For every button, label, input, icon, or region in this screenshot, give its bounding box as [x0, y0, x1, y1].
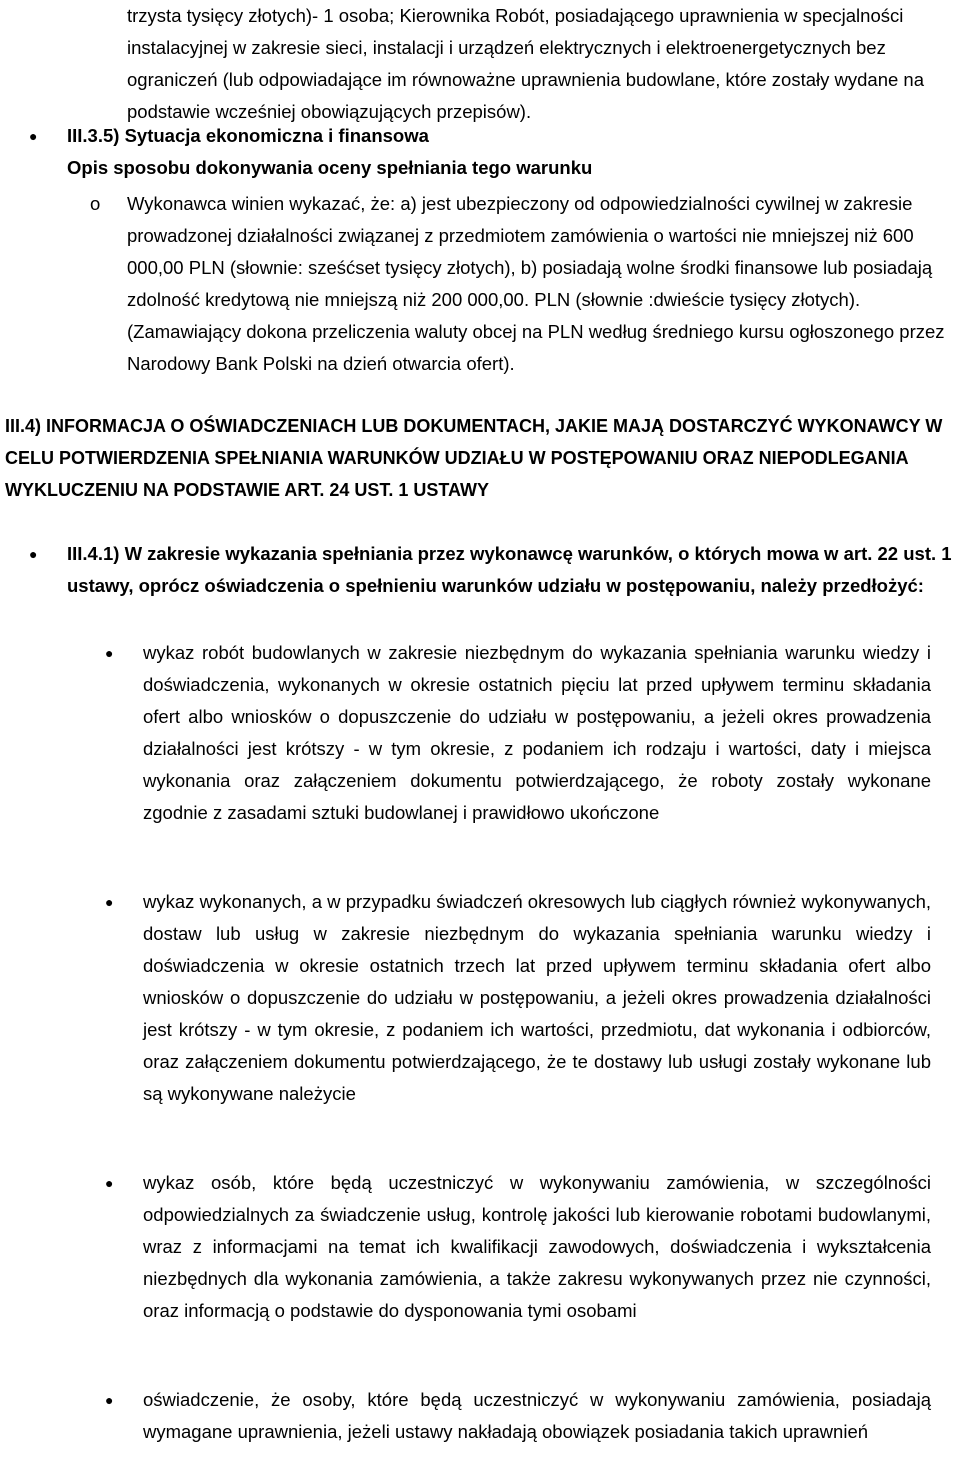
document-list-item: oświadczenie, że osoby, które będą uczestniczyć w wykonywaniu zamówienia, posiadają wymagane uprawnienia, jeżeli ustawy nakładają obowiązek posiadania takich uprawnień [143, 1389, 931, 1442]
section-subheading: Opis sposobu dokonywania oceny spełniania tego warunku [67, 157, 593, 178]
bullet-icon: ● [29, 128, 38, 144]
section-heading-III-3-5: III.3.5) Sytuacja ekonomiczna i finansowa [67, 125, 429, 146]
bullet-icon: ● [105, 1392, 114, 1408]
bullet-icon: ● [105, 1175, 114, 1191]
continuation-paragraph: trzysta tysięcy złotych)- 1 osoba; Kierownika Robót, posiadającego uprawnienia w specjalności instalacyjnej w zakresie sieci, instalacji i urządzeń elektrycznych i elektroenergetycznych bez ograniczeń (lub odpowiadające im równoważne uprawnienia budowlane, które zostały wydane na podstawie wcześniej obowiązujących przepisów). [127, 5, 925, 122]
economic-condition-text: Wykonawca winien wykazać, że: a) jest ubezpieczony od odpowiedzialności cywilnej w zakresie prowadzonej działalności związanej z przedmiotem zamówienia o wartości nie mniejszej niż 600 000,00 PLN (słownie: sześćset tysięcy złotych), b) posiadają wolne środki finansowe lub posiadają zdolność kredytową nie mniejszą niż 200 000,00. PLN (słownie :dwieście tysięcy złotych). (Zamawiający dokona przeliczenia waluty obcej na PLN według średniego kursu ogłoszonego przez Narodowy Bank Polski na dzień otwarcia ofert). [127, 193, 945, 374]
bullet-icon: ● [29, 546, 38, 562]
document-list-item: wykaz osób, które będą uczestniczyć w wykonywaniu zamówienia, w szczególności odpowiedzialnych za świadczenie usług, kontrolę jakości lub kierowanie robotami budowlanymi, wraz z informacjami na temat ich kwalifikacji zawodowych, doświadczenia i wykształcenia niezbędnych dla wykonania zamówienia, a także zakresu wykonywanych przez nie czynności, oraz informacją o podstawie do dysponowania tymi osobami [143, 1172, 931, 1321]
bullet-icon: ● [105, 645, 114, 661]
bullet-icon: ● [105, 894, 114, 910]
document-list-item: wykaz robót budowlanych w zakresie niezbędnym do wykazania spełniania warunku wiedzy i doświadczenia, wykonanych w okresie ostatnich pięciu lat przed upływem terminu składania ofert albo wniosków o dopuszczenie do udziału w postępowaniu, a jeżeli okres prowadzenia działalności jest krótszy - w tym okresie, z podaniem ich rodzaju i wartości, daty i miejsca wykonania oraz załączeniem dokumentu potwierdzającego, że roboty zostały wykonane zgodnie z zasadami sztuki budowlanej i prawidłowo ukończone [143, 642, 931, 823]
section-heading-III-4: III.4) INFORMACJA O OŚWIADCZENIACH LUB DOKUMENTACH, JAKIE MAJĄ DOSTARCZYĆ WYKONAWCY W CELU POTWIERDZENIA SPEŁNIANIA WARUNKÓW UDZIAŁU W POSTĘPOWANIU ORAZ NIEPODLEGANIA WYKLUCZENIU NA PODSTAWIE ART. 24 UST. 1 USTAWY [5, 416, 943, 500]
document-list-item: wykaz wykonanych, a w przypadku świadczeń okresowych lub ciągłych również wykonywanych, dostaw lub usług w zakresie niezbędnym do wykazania spełniania warunku wiedzy i doświadczenia w okresie ostatnich trzech lat przed upływem terminu składania ofert albo wniosków o dopuszczenie do udziału w postępowaniu, a jeżeli okres prowadzenia działalności jest krótszy - w tym okresie, z podaniem ich wartości, przedmiotu, dat wykonania i odbiorców, oraz załączeniem dokumentu potwierdzającego, że te dostawy lub usługi zostały wykonane lub są wykonywane należycie [143, 891, 931, 1104]
section-subheading-III-4-1: III.4.1) W zakresie wykazania spełniania przez wykonawcę warunków, o których mowa w art. 22 ust. 1 ustawy, oprócz oświadczenia o spełnieniu warunków udziału w postępowaniu, należy przedłożyć: [67, 543, 952, 596]
circle-bullet-icon: o [90, 193, 101, 214]
